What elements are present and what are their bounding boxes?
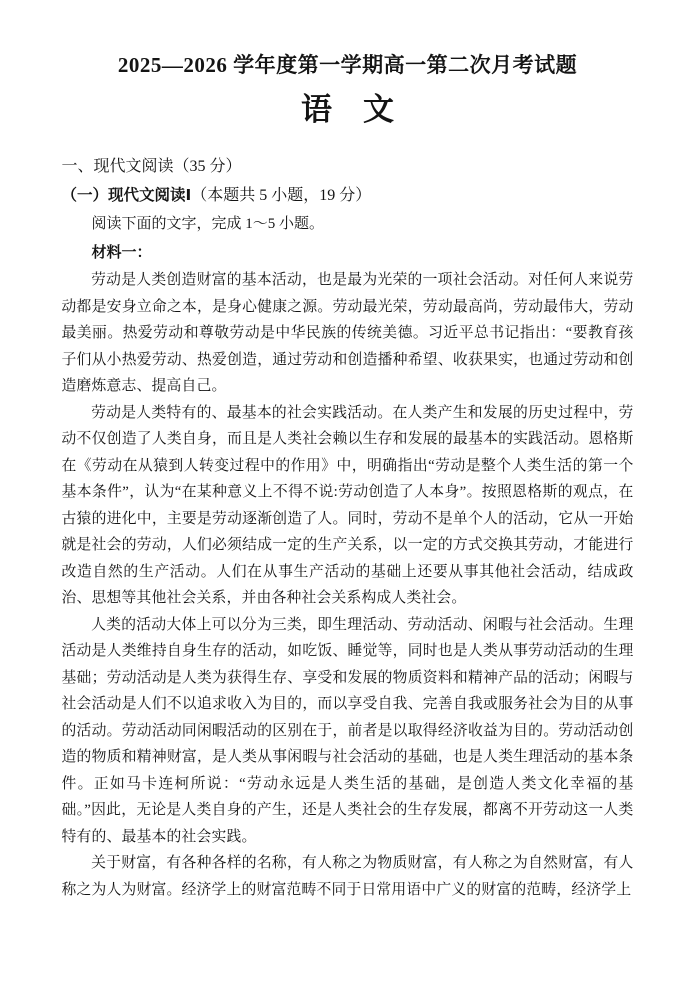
material-one-paragraph-1: 劳动是人类创造财富的基本活动，也是最为光荣的一项社会活动。对任何人来说劳动都是安身立命之本，是身心健康之源。劳动最光荣，劳动最高尚，劳动最伟大，劳动最美丽。热爱劳动和尊敬劳动是中华民族的传统美德。习近平总书记指出：“要教育孩子们从小热爱劳动、热爱创造，通过劳动和创造播种希望、收获果实，也通过劳动和创造磨炼意志、提高自己。 — [61, 272, 634, 394]
material-one-paragraph-3: 人类的活动大体上可以分为三类，即生理活动、劳动活动、闲暇与社会活动。生理活动是人类维持自身生存的活动，如吃饭、睡觉等，同时也是人类从事劳动活动的生理基础；劳动活动是人类为获得生存、享受和发展的物质资料和精神产品的活动；闲暇与社会活动是人们不以追求收入为目的，而以享受自我、完善自我或服务社会为目的从事的活动。劳动活动同闲暇活动的区别在于，前者是以取得经济收益为目的。劳动活动创造的物质和精神财富，是人类从事闲暇与社会活动的基础，也是人类生理活动的基本条件。正如马卡连柯所说：“劳动永远是人类生活的基础，是创造人类文化幸福的基础。”因此，无论是人类自身的产生，还是人类社会的生存发展，都离不开劳动这一人类特有的、最基本的社会实践。 — [61, 616, 634, 845]
section-one-heading: 一、现代文阅读（35 分） — [61, 158, 242, 175]
subsection-label: （一）现代文阅读Ⅰ — [61, 187, 192, 204]
subsection-heading — [62, 181, 634, 210]
exam-paper-page — [62, 0, 634, 903]
exam-title: 2025—2026 学年度第一学期高一第二次月考试题 — [117, 53, 578, 77]
subsection-detail: （本题共 5 小题，19 分） — [191, 187, 372, 204]
material-one-paragraph-2: 劳动是人类特有的、最基本的社会实践活动。在人类产生和发展的历史过程中，劳动不仅创造了人类自身，而且是人类社会赖以生存和发展的最基本的实践活动。恩格斯在《劳动在从猿到人转变过程中的作用》中，明确指出“劳动是整个人类生活的第一个基本条件”，认为“在某种意义上不得不说:劳动创造了人本身”。按照恩格斯的观点，在古猿的进化中，主要是劳动逐渐创造了人。同时，劳动不是单个人的活动，它从一开始就是社会的劳动，人们必须结成一定的生产关系，以一定的方式交换其劳动，才能进行改造自然的生产活动。人们在从事生产活动的基础上还要从事其他社会活动，结成政治、思想等其他社会关系，并由各种社会关系构成人类社会。 — [61, 404, 634, 606]
material-one-label: 材料一： — [91, 244, 152, 261]
reading-instruction: 阅读下面的文字，完成 1～5 小题。 — [91, 216, 325, 232]
subject-title: 语 文 — [301, 92, 394, 127]
material-one-paragraph-4: 关于财富，有各种各样的名称，有人称之为物质财富，有人称之为自然财富，有人称之为人为财富。经济学上的财富范畴不同于日常用语中广义的财富的范畴，经济学上 — [61, 855, 634, 898]
